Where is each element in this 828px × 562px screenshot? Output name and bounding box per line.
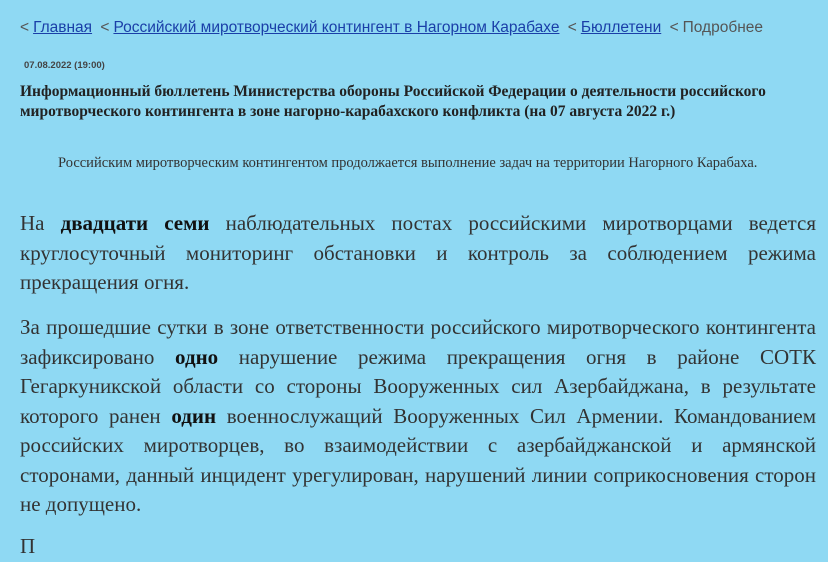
article-paragraph-observation-posts [20, 209, 816, 298]
highlight-count: один [171, 403, 217, 428]
highlight-count: одно [175, 344, 219, 369]
paragraph-text: наблюдательных постах российскими миротворцами ведется круглосуточный мониторинг обстановки и контроль за соблюдением режима прекращения огня. [20, 211, 816, 294]
paragraph-text: За прошедшие сутки в зоне ответственности российского миротворческого контингента зафиксировано [20, 315, 816, 369]
breadcrumb [20, 18, 820, 38]
article-title: Информационный бюллетень Министерства обороны Российской Федерации о деятельности российского миротворческого контингента в зоне нагорно-карабахского конфликта (на 07 августа 2022 г.) [20, 83, 766, 120]
breadcrumb-separator: < [20, 19, 30, 36]
breadcrumb-separator: < [567, 19, 577, 36]
breadcrumb-separator: < [669, 19, 679, 36]
paragraph-text: На [20, 211, 61, 235]
breadcrumb-link-home[interactable]: Главная [33, 19, 93, 36]
article-paragraph-partial: П [20, 534, 36, 558]
article-paragraph-violations [20, 313, 816, 520]
breadcrumb-current: Подробнее [682, 19, 764, 36]
highlight-count: двадцати семи [60, 211, 210, 235]
breadcrumb-separator: < [100, 19, 110, 36]
article-lead: Российским миротворческим контингентом продолжается выполнение задач на территории Нагорного Карабаха. [58, 155, 758, 171]
article-date: 07.08.2022 (19:00) [24, 60, 105, 71]
breadcrumb-link-peacekeepers[interactable]: Российский миротворческий контингент в Нагорном Карабахе [113, 19, 560, 36]
breadcrumb-link-bulletins[interactable]: Бюллетени [580, 19, 662, 36]
paragraph-text: нарушение режима прекращения огня в районе СОТК Гегаркуникской области со стороны Вооруженных сил Азербайджана, в результате которого ранен [20, 344, 816, 428]
paragraph-text: военнослужащий Вооруженных Сил Армении. Командованием российских миротворцев, во взаимодействии с азербайджанской и армянской сторонами, данный инцидент урегулирован, нарушений линии соприкосновения сторон не допущено. [20, 403, 817, 516]
